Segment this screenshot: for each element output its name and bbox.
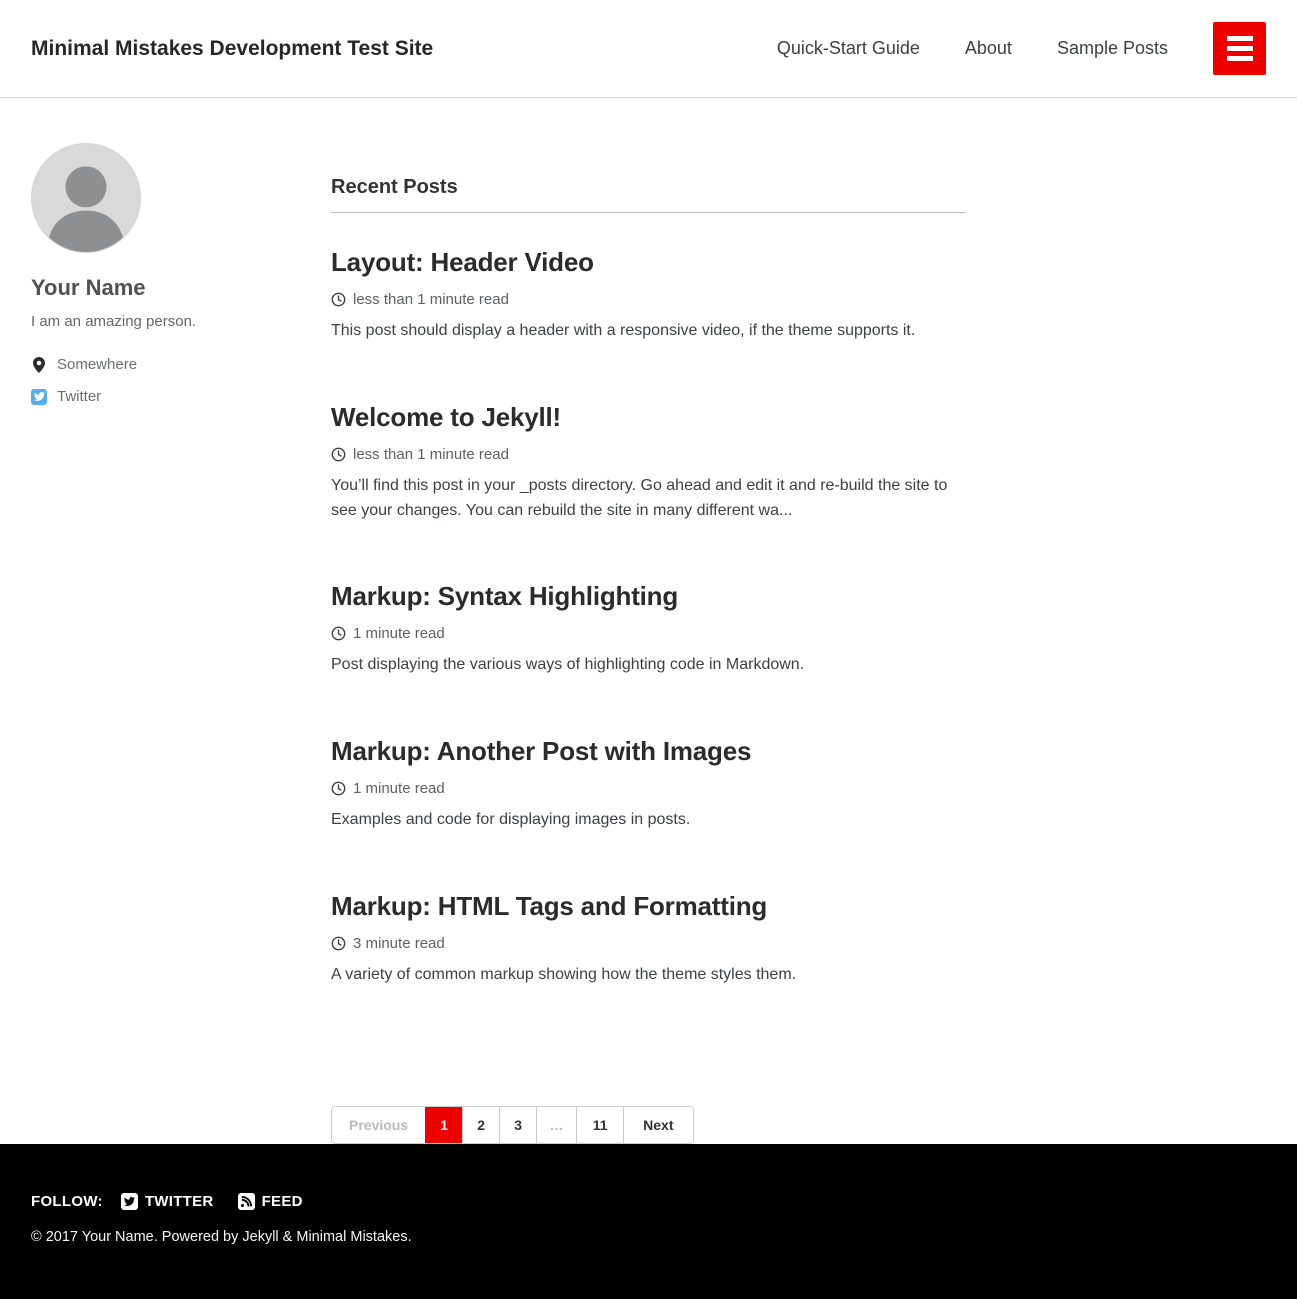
copyright: © 2017 Your Name. Powered by Jekyll & Minimal Mistakes. xyxy=(31,1228,412,1245)
post-meta xyxy=(331,446,966,463)
pagination-page-2[interactable]: 2 xyxy=(462,1107,499,1143)
post-item xyxy=(331,581,966,678)
post-read-time: 1 minute read xyxy=(353,625,445,643)
rss-icon xyxy=(238,1193,255,1210)
post-title-link[interactable]: Markup: Syntax Highlighting xyxy=(331,581,679,612)
post-read-time: less than 1 minute read xyxy=(353,291,509,308)
twitter-icon xyxy=(121,1193,138,1210)
post-meta xyxy=(331,935,966,952)
post-read-time: less than 1 minute read xyxy=(353,445,509,463)
footer-feed-label: FEED xyxy=(261,1192,303,1210)
nav-link-about[interactable]: About xyxy=(964,38,1012,58)
person-silhouette-icon xyxy=(32,148,140,253)
pagination-ellipsis: … xyxy=(536,1107,576,1143)
pagination-page-11[interactable]: 11 xyxy=(576,1107,623,1143)
post-meta xyxy=(331,780,966,797)
footer-twitter-label: TWITTER xyxy=(144,1192,214,1210)
footer-twitter-link[interactable] xyxy=(121,1193,214,1210)
post-meta xyxy=(331,291,966,308)
menu-toggle-button[interactable] xyxy=(1213,22,1266,75)
author-avatar xyxy=(31,143,141,253)
author-sidebar xyxy=(31,98,331,420)
masthead xyxy=(0,0,1297,98)
pagination-previous: Previous xyxy=(332,1107,425,1143)
clock-icon xyxy=(331,447,346,462)
pagination-page-1-current[interactable]: 1 xyxy=(425,1107,462,1143)
nav-link-sample-posts[interactable]: Sample Posts xyxy=(1056,38,1168,58)
author-name: Your Name xyxy=(31,275,146,300)
post-title-link[interactable]: Welcome to Jekyll! xyxy=(331,401,562,432)
recent-posts-heading: Recent Posts xyxy=(331,176,966,213)
clock-icon xyxy=(331,292,346,307)
nav-link-quick-start-guide[interactable]: Quick-Start Guide xyxy=(776,38,920,58)
site-footer xyxy=(0,1144,1297,1299)
clock-icon xyxy=(331,781,346,796)
post-title-link[interactable]: Markup: Another Post with Images xyxy=(331,736,752,767)
post-item xyxy=(331,736,966,833)
author-link-twitter[interactable] xyxy=(31,388,331,405)
site-title[interactable]: Minimal Mistakes Development Test Site xyxy=(31,36,434,60)
post-meta xyxy=(331,625,966,642)
post-item xyxy=(331,891,966,988)
footer-feed-link[interactable] xyxy=(238,1193,303,1210)
pagination-page-3[interactable]: 3 xyxy=(499,1107,536,1143)
pagination-next[interactable]: Next xyxy=(623,1107,692,1143)
author-link-location xyxy=(31,356,331,373)
author-location-label: Somewhere xyxy=(57,356,138,373)
masthead-nav xyxy=(777,22,1266,75)
post-excerpt: You’ll find this post in your _posts directory. Go ahead and edit it and re-build the site to see your changes. You can rebuild the site in many different wa... xyxy=(331,476,948,519)
post-read-time: 1 minute read xyxy=(353,780,445,798)
post-title-link[interactable]: Markup: HTML Tags and Formatting xyxy=(331,890,768,921)
post-excerpt: Examples and code for displaying images in posts. xyxy=(331,811,691,829)
hamburger-icon xyxy=(1227,36,1253,41)
post-excerpt: Post displaying the various ways of highlighting code in Markdown. xyxy=(331,656,805,674)
clock-icon xyxy=(331,936,346,951)
author-bio: I am an amazing person. xyxy=(31,313,197,330)
follow-label: FOLLOW: xyxy=(31,1192,103,1210)
clock-icon xyxy=(331,626,346,641)
post-excerpt: This post should display a header with a responsive video, if the theme supports it. xyxy=(331,322,916,339)
post-item xyxy=(331,247,966,344)
post-title-link[interactable]: Layout: Header Video xyxy=(331,247,594,277)
author-twitter-label: Twitter xyxy=(57,388,102,405)
post-item xyxy=(331,402,966,524)
post-read-time: 3 minute read xyxy=(353,934,445,952)
pagination xyxy=(331,1106,694,1144)
twitter-icon xyxy=(31,389,47,405)
location-pin-icon xyxy=(31,357,47,373)
recent-posts-section xyxy=(331,98,966,1144)
post-excerpt: A variety of common markup showing how the theme styles them. xyxy=(331,965,797,983)
